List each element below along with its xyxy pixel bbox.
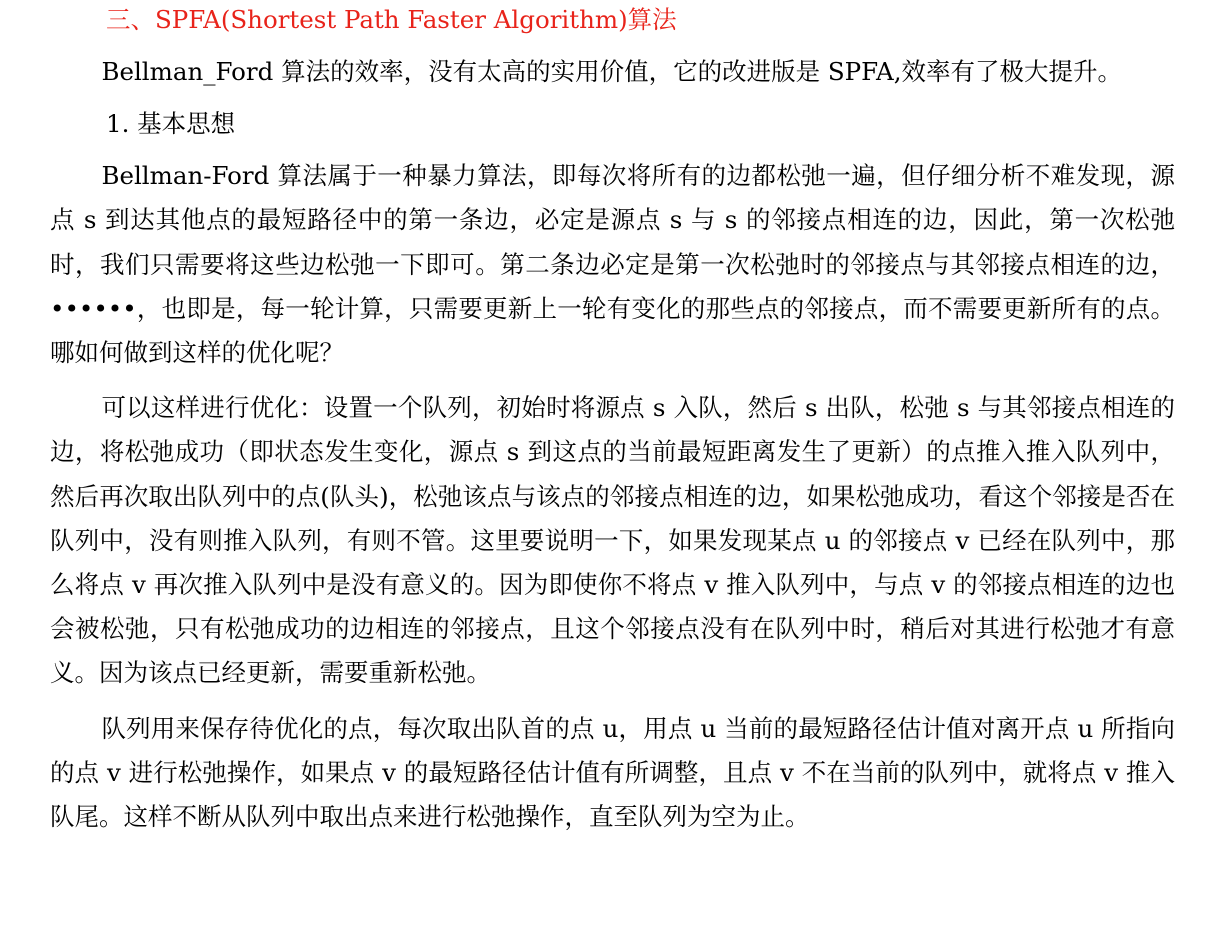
subheading-basic-idea: 1. 基本思想: [106, 109, 236, 139]
document-page: [50, 0, 1175, 839]
queue-paragraph: 队列用来保存待优化的点，每次取出队首的点 u，用点 u 当前的最短路径估计值对离开点 u 所指向的点 v 进行松弛操作，如果点 v 的最短路径估计值有所调整，且点 v 不在当前的队列中，就将点 v 推入队尾。这样不断从队列中取出点来进行松弛操作，直至队列为空为止。: [50, 713, 1175, 832]
section-heading: 三、SPFA(Shortest Path Faster Algorithm)算法: [106, 5, 677, 34]
optimization-paragraph: 可以这样进行优化：设置一个队列，初始时将源点 s 入队，然后 s 出队，松弛 s 与其邻接点相连的边，将松弛成功（即状态发生变化，源点 s 到这点的当前最短距离发生了更新）的点推入推入队列中，然后再次取出队列中的点(队头)，松弛该点与该点的邻接点相连的边，如果松弛成功，看这个邻接是否在队列中，没有则推入队列，有则不管。这里要说明一下，如果发现某点 u 的邻接点 v 已经在队列中，那么将点 v 再次推入队列中是没有意义的。因为即使你不将点 v 推入队列中，与点 v 的邻接点相连的边也会被松弛，只有松弛成功的边相连的邻接点，且这个邻接点没有在队列中时，稍后对其进行松弛才有意义。因为该点已经更新，需要重新松弛。: [50, 393, 1175, 688]
intro-paragraph: Bellman_Ford 算法的效率，没有太高的实用价值，它的改进版是 SPFA,效率有了极大提升。: [101, 57, 1122, 86]
bellman-ford-paragraph: Bellman-Ford 算法属于一种暴力算法，即每次将所有的边都松弛一遍，但仔细分析不难发现，源点 s 到达其他点的最短路径中的第一条边，必定是源点 s 与 s 的邻接点相连的边，因此，第一次松弛时，我们只需要将这些边松弛一下即可。第二条边必定是第一次松弛时的邻接点与其邻接点相连的边，••••••，也即是，每一轮计算，只需要更新上一轮有变化的那些点的邻接点，而不需要更新所有的点。哪如何做到这样的优化呢？: [50, 161, 1175, 368]
